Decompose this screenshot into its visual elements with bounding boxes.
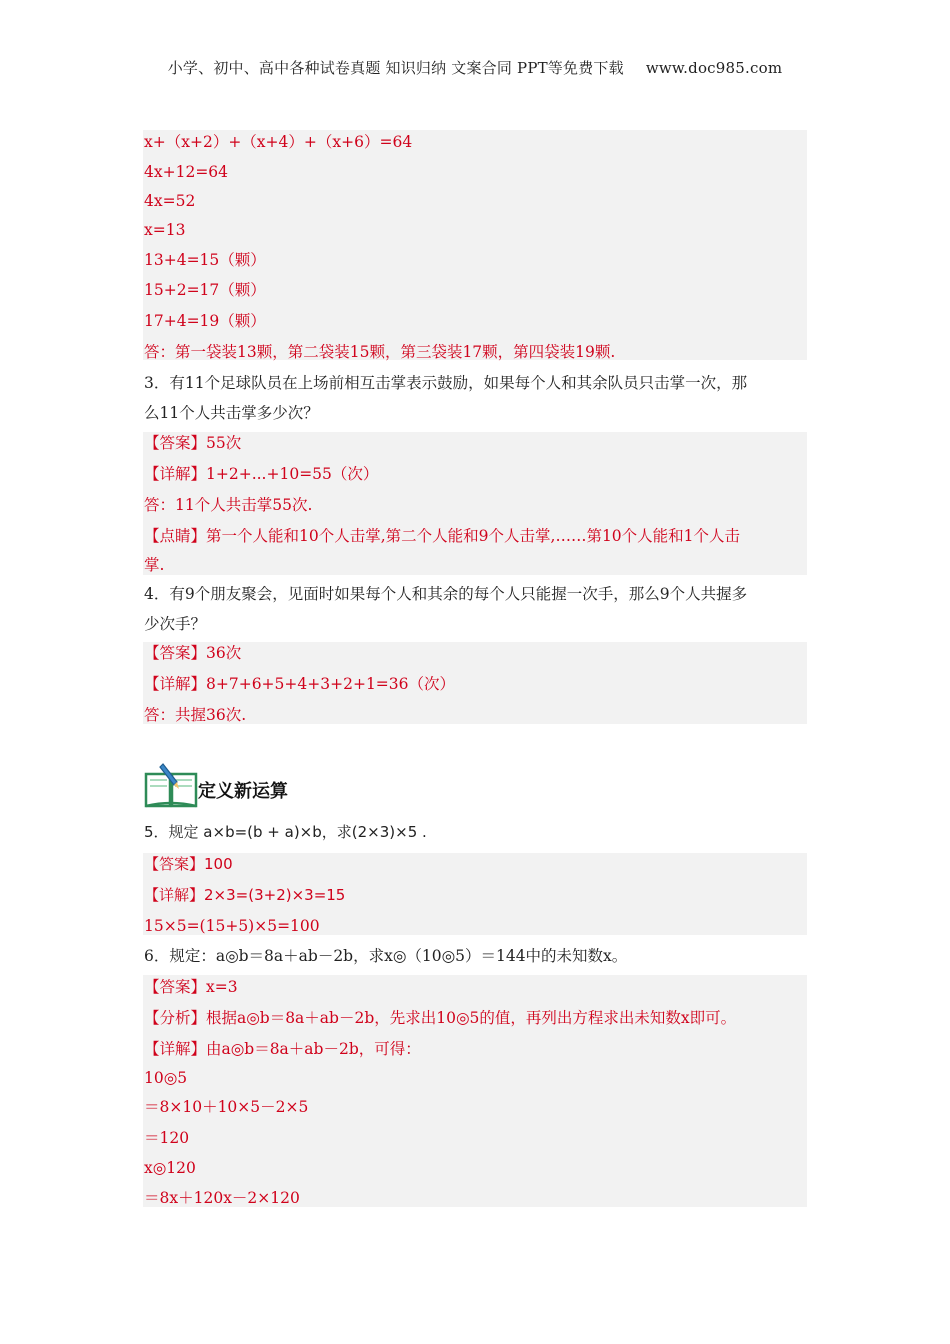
- q3-answer: 【答案】55次: [144, 434, 242, 452]
- q4-reply: 答：共握36次.: [144, 706, 247, 724]
- q6-detail: 【详解】由a◎b＝8a＋ab－2b，可得：: [144, 1040, 421, 1058]
- q6-step: x◎120: [144, 1159, 196, 1177]
- q3-reply: 答：11个人共击掌55次.: [144, 496, 313, 514]
- q5-detail: 【详解】2×3=(3+2)×3=15: [144, 886, 346, 904]
- q5-step: 15×5=(15+5)×5=100: [144, 917, 320, 935]
- header-site: www.doc985.com: [645, 59, 783, 77]
- q6-step: ＝120: [144, 1129, 190, 1147]
- q6-answer: 【答案】x=3: [144, 978, 238, 996]
- solution-line: 15+2=17（颗）: [144, 281, 266, 299]
- q4-answer: 【答案】36次: [144, 644, 242, 662]
- q3-tip-line2: 掌.: [144, 556, 165, 574]
- q5-question: 5．规定 a×b=(b + a)×b，求(2×3)×5 .: [144, 823, 427, 841]
- q6-question: 6．规定：a◎b＝8a＋ab－2b，求x◎（10◎5）＝144中的未知数x。: [144, 947, 628, 965]
- q6-step: ＝8x＋120x－2×120: [144, 1189, 300, 1207]
- solution-line: 17+4=19（颗）: [144, 312, 266, 330]
- q3-tip-line1: 【点睛】第一个人能和10个人击掌,第二个人能和9个人击掌,……第10个人能和1个人击: [144, 527, 741, 545]
- q4-text-line2: 少次手？: [144, 615, 207, 633]
- q6-step: ＝8×10＋10×5－2×5: [144, 1098, 309, 1116]
- section-title: 定义新运算: [198, 781, 288, 802]
- q3-text-line1: 3．有11个足球队员在上场前相互击掌表示鼓励，如果每个人和其余队员只击掌一次，那: [144, 374, 748, 392]
- solution-line: 4x=52: [144, 192, 196, 210]
- q6-step: 10◎5: [144, 1069, 188, 1087]
- solution-line: 答：第一袋装13颗，第二袋装15颗，第三袋装17颗，第四袋装19颗.: [144, 343, 616, 361]
- solution-line: x+（x+2）+（x+4）+（x+6）=64: [144, 133, 413, 151]
- q6-analysis: 【分析】根据a◎b＝8a＋ab－2b，先求出10◎5的值，再列出方程求出未知数x即可。: [144, 1009, 737, 1027]
- q3-detail: 【详解】1+2+...+10=55（次）: [144, 465, 379, 483]
- solution-line: 13+4=15（颗）: [144, 251, 266, 269]
- header-text: 小学、初中、高中各种试卷真题 知识归纳 文案合同 PPT等免费下载: [167, 59, 624, 77]
- q5-answer: 【答案】100: [144, 855, 233, 873]
- solution-line: x=13: [144, 221, 186, 239]
- q4-text-line1: 4．有9个朋友聚会，见面时如果每个人和其余的每个人只能握一次手，那么9个人共握多: [144, 585, 748, 603]
- q3-text-line2: 么11个人共击掌多少次？: [144, 404, 319, 422]
- page-header: [0, 57, 950, 78]
- book-pencil-icon: [143, 760, 199, 810]
- q4-detail: 【详解】8+7+6+5+4+3+2+1=36（次）: [144, 675, 456, 693]
- solution-line: 4x+12=64: [144, 163, 229, 181]
